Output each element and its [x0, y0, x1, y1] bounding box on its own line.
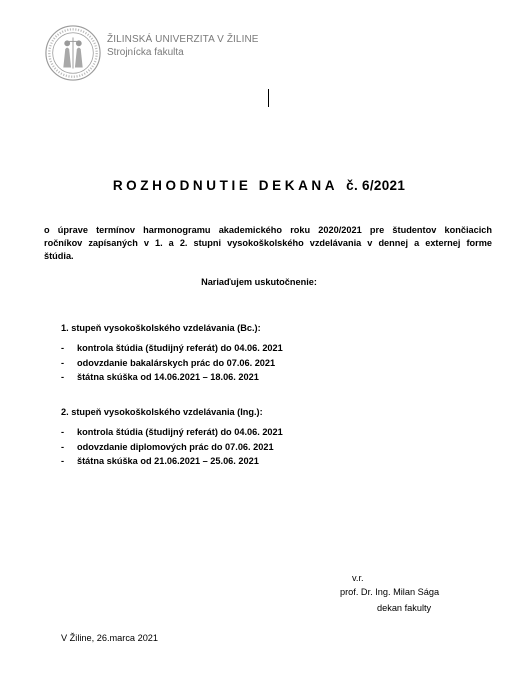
faculty-name: Strojnícka fakulta [107, 47, 184, 58]
signature-name: prof. Dr. Ing. Milan Sága [340, 587, 440, 597]
place-date: V Žiline, 26.marca 2021 [61, 633, 159, 643]
title-number: č. 6/2021 [346, 178, 406, 193]
decree-statement: Nariaďujem uskutočnenie: [201, 277, 317, 287]
university-name: ŽILINSKÁ UNIVERZITA V ŽILINE [107, 34, 259, 45]
list-item: - kontrola štúdia (študijný referát) do 04.06. 2021 [61, 425, 283, 440]
bullet-dash: - [61, 427, 65, 437]
intro-paragraph [44, 224, 492, 263]
title-text: ROZHODNUTIE DEKANA [112, 178, 339, 193]
text-cursor [268, 89, 269, 107]
section-heading-bc: 1. stupeň vysokoškolského vzdelávania (Bc.): [61, 323, 261, 333]
list-item: - odovzdanie bakalárskych prác do 07.06. 2021 [61, 356, 283, 371]
list-item: - kontrola štúdia (študijný referát) do 04.06. 2021 [61, 341, 283, 356]
signature-vr: v.r. [352, 573, 364, 583]
intro-line: ročníkov zapísaných v 1. a 2. stupni vysokoškolského vzdelávania v dennej a externej forme [44, 238, 492, 248]
intro-line: o úprave termínov harmonogramu akademického roku 2020/2021 pre študentov končiacich [44, 225, 492, 235]
list-item: - odovzdanie diplomových prác do 07.06. 2021 [61, 440, 283, 455]
section-list-bc [61, 341, 283, 385]
bullet-dash: - [61, 441, 65, 452]
intro-line: štúdia. [44, 251, 74, 261]
document-title [0, 178, 518, 193]
list-item: - štátna skúška od 21.06.2021 – 25.06. 2021 [61, 454, 283, 469]
list-item: - štátna skúška od 14.06.2021 – 18.06. 2021 [61, 370, 283, 385]
university-seal-icon [44, 24, 102, 82]
section-heading-ing: 2. stupeň vysokoškolského vzdelávania (Ing.): [61, 407, 263, 417]
section-list-ing [61, 425, 283, 469]
signature-role: dekan fakulty [377, 603, 432, 613]
bullet-dash: - [61, 372, 65, 382]
bullet-dash: - [61, 343, 65, 353]
bullet-dash: - [61, 357, 65, 368]
bullet-dash: - [61, 456, 65, 466]
